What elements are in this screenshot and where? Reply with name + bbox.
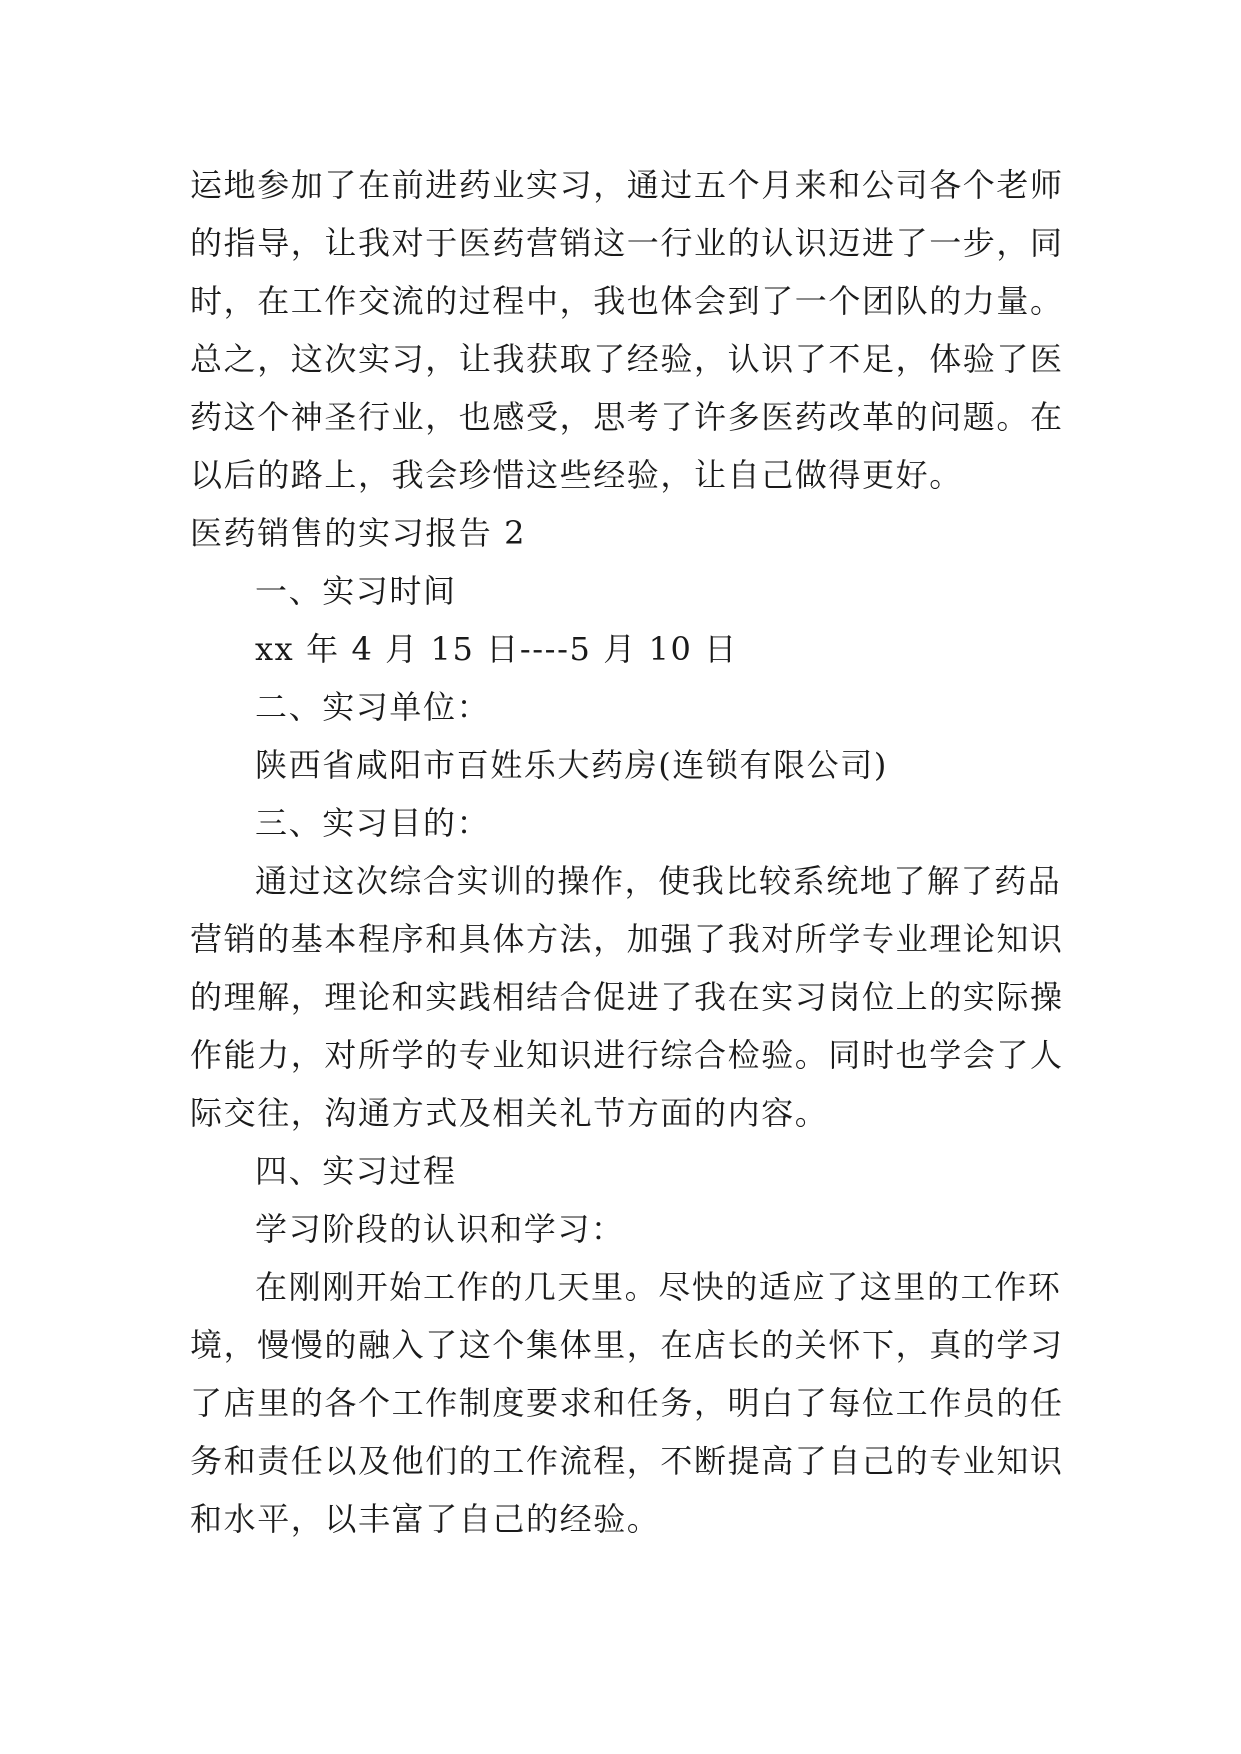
report-title: 医药销售的实习报告 2 — [190, 514, 527, 552]
section-content: xx 年 4 月 15 日----5 月 10 日 — [255, 630, 738, 668]
paragraph-line: 在刚刚开始工作的几天里。尽快的适应了这里的工作环 — [255, 1268, 1062, 1306]
section-heading: 四、实习过程 — [255, 1152, 457, 1190]
paragraph-line: 了店里的各个工作制度要求和任务，明白了每位工作员的任 — [190, 1384, 1064, 1422]
paragraph-line: 务和责任以及他们的工作流程，不断提高了自己的专业知识 — [190, 1442, 1064, 1480]
paragraph-line: 运地参加了在前进药业实习，通过五个月来和公司各个老师 — [190, 166, 1064, 204]
paragraph-line: 境，慢慢的融入了这个集体里，在店长的关怀下，真的学习 — [190, 1326, 1064, 1364]
paragraph-line: 际交往，沟通方式及相关礼节方面的内容。 — [190, 1094, 829, 1132]
paragraph-line: 的指导，让我对于医药营销这一行业的认识迈进了一步，同 — [190, 224, 1064, 262]
section-content: 陕西省咸阳市百姓乐大药房(连锁有限公司) — [255, 746, 888, 784]
paragraph-line: 和水平，以丰富了自己的经验。 — [190, 1500, 661, 1538]
section-heading: 三、实习目的： — [255, 804, 491, 842]
paragraph-line: 通过这次综合实训的操作，使我比较系统地了解了药品 — [255, 862, 1062, 900]
paragraph-line: 的理解，理论和实践相结合促进了我在实习岗位上的实际操 — [190, 978, 1064, 1016]
section-heading: 二、实习单位： — [255, 688, 491, 726]
paragraph-line: 药这个神圣行业，也感受，思考了许多医药改革的问题。在 — [190, 398, 1064, 436]
paragraph-line: 作能力，对所学的专业知识进行综合检验。同时也学会了人 — [190, 1036, 1064, 1074]
paragraph-line: 总之，这次实习，让我获取了经验，认识了不足，体验了医 — [190, 340, 1064, 378]
section-subheading: 学习阶段的认识和学习： — [255, 1210, 625, 1248]
paragraph-line: 以后的路上，我会珍惜这些经验，让自己做得更好。 — [190, 456, 963, 494]
section-heading: 一、实习时间 — [255, 572, 457, 610]
paragraph-line: 营销的基本程序和具体方法，加强了我对所学专业理论知识 — [190, 920, 1064, 958]
paragraph-line: 时，在工作交流的过程中，我也体会到了一个团队的力量。 — [190, 282, 1064, 320]
